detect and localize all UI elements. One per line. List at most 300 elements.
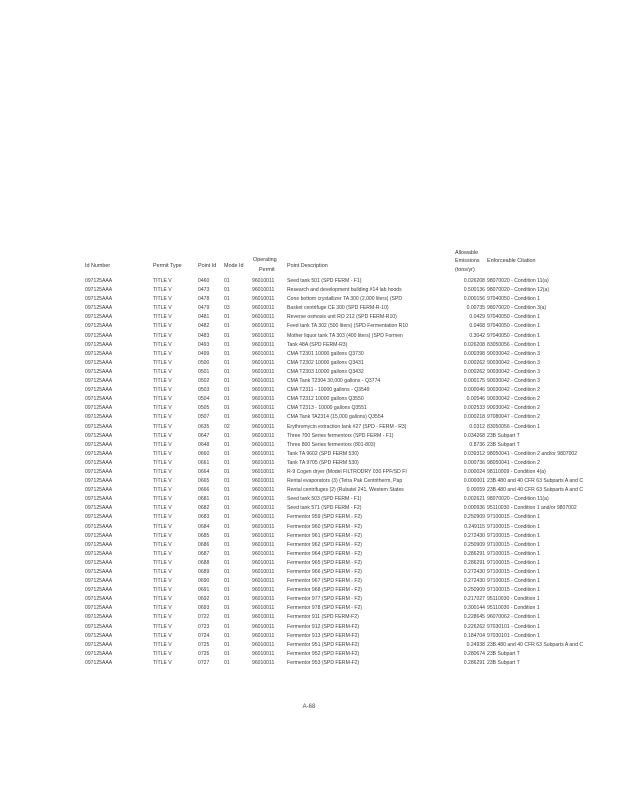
cell-point-description: Erythromycin extraction tank #27 (SPD - FERM - R3)	[287, 423, 407, 430]
cell-mode-id: 01	[224, 323, 230, 330]
cell-mode-id: 01	[224, 359, 230, 366]
table-row	[85, 441, 618, 450]
cell-allowable-emissions: 0.286291	[463, 659, 485, 666]
table-row	[85, 495, 618, 504]
cell-point-id: 0727	[198, 659, 210, 666]
cell-id-number: 097125AAA	[85, 505, 113, 512]
table-row	[85, 359, 618, 368]
cell-operating-permit: 96010011	[252, 559, 275, 566]
cell-point-id: 0665	[198, 478, 210, 485]
cell-permit-type: TITLE V	[153, 587, 172, 594]
cell-point-description: Fermentor 953 (SPD FERM-F2)	[287, 659, 360, 666]
cell-enforceable-citation: 97040050 - Condition 1	[487, 332, 540, 339]
cell-point-description: Rental centrifuges (2) (Rubatel 241, Western States	[287, 487, 404, 494]
cell-operating-permit: 96010011	[252, 405, 275, 412]
cell-point-id: 0722	[198, 614, 210, 621]
cell-operating-permit: 96010011	[252, 523, 275, 530]
cell-mode-id: 01	[224, 487, 230, 494]
cell-point-description: Seed tank 571 (SPD FERM - F2)	[287, 505, 362, 512]
cell-point-description: CMA T2312 10000 gallons Q3550	[287, 396, 364, 403]
table-row	[85, 604, 618, 613]
cell-enforceable-citation: 98050041 - Condition 2	[487, 459, 540, 466]
cell-point-id: 0507	[198, 414, 210, 421]
cell-mode-id: 01	[224, 650, 230, 657]
cell-mode-id: 01	[224, 596, 230, 603]
cell-enforceable-citation: 97100015 - Condition 1	[487, 541, 540, 548]
cell-point-description: Seed tank 503 (SPD FERM - F1)	[287, 496, 362, 503]
cell-mode-id: 01	[224, 459, 230, 466]
cell-operating-permit: 96010011	[252, 368, 275, 375]
cell-enforceable-citation: 98070020 - Condition 3(a)	[487, 305, 547, 312]
cell-operating-permit: 96010011	[252, 278, 275, 284]
cell-operating-permit: 96010011	[252, 514, 275, 521]
cell-mode-id: 02	[224, 423, 230, 430]
cell-enforceable-citation: 83050056 - Condition 1	[487, 423, 540, 430]
cell-operating-permit: 96010011	[252, 432, 275, 439]
cell-point-description: Fermentor 951 (SPD FERM-F2)	[287, 641, 360, 648]
cell-point-description: Feed tank TA 302 (500 liters) (SPD Fermentation R10	[287, 323, 408, 330]
cell-point-id: 0503	[198, 387, 210, 394]
cell-operating-permit: 96010011	[252, 296, 275, 303]
cell-point-description: Basket centrifuge CE 300 (SPD FERM-R-10)	[287, 305, 389, 312]
cell-point-id: 0481	[198, 314, 210, 321]
cell-point-description: Fermentor 960 (SPD FERM - F2)	[287, 523, 363, 530]
cell-allowable-emissions: 0.3042	[469, 332, 485, 339]
cell-point-id: 0686	[198, 541, 210, 548]
cell-point-id: 0502	[198, 378, 210, 385]
cell-operating-permit: 96010011	[252, 287, 275, 294]
cell-operating-permit: 96010011	[252, 578, 275, 585]
cell-mode-id: 01	[224, 605, 230, 612]
cell-point-description: CMA T2301 10000 gallons Q3730	[287, 350, 364, 357]
table-row	[85, 468, 618, 477]
cell-permit-type: TITLE V	[153, 323, 172, 330]
cell-permit-type: TITLE V	[153, 296, 172, 303]
cell-point-id: 0460	[198, 278, 210, 284]
table-row	[85, 341, 618, 350]
header-enforceable-citation: Enforceable Citation	[487, 258, 536, 264]
cell-point-id: 0681	[198, 496, 210, 503]
cell-point-id: 0660	[198, 450, 210, 457]
cell-permit-type: TITLE V	[153, 359, 172, 366]
cell-allowable-emissions: 0.286291	[463, 550, 485, 557]
table-row	[85, 559, 618, 568]
cell-enforceable-citation: 23B Subpart T	[487, 650, 520, 657]
emissions-table	[85, 245, 618, 668]
cell-enforceable-citation: 90030042 - Condition 3	[487, 378, 540, 385]
cell-mode-id: 01	[224, 341, 230, 348]
cell-allowable-emissions: 0.8736	[469, 441, 485, 448]
cell-enforceable-citation: 98110009 - Condition 4(a)	[487, 468, 546, 475]
cell-enforceable-citation: 98070020 - Condition 11(a)	[487, 278, 549, 284]
table-row	[85, 386, 618, 395]
cell-operating-permit: 96010011	[252, 468, 275, 475]
table-row	[85, 650, 618, 659]
cell-permit-type: TITLE V	[153, 487, 172, 494]
cell-id-number: 097125AAA	[85, 450, 113, 457]
cell-permit-type: TITLE V	[153, 505, 172, 512]
table-row	[85, 595, 618, 604]
cell-id-number: 097125AAA	[85, 278, 113, 284]
cell-operating-permit: 96010011	[252, 341, 275, 348]
cell-permit-type: TITLE V	[153, 659, 172, 666]
cell-permit-type: TITLE V	[153, 423, 172, 430]
cell-mode-id: 01	[224, 559, 230, 566]
cell-mode-id: 01	[224, 532, 230, 539]
cell-mode-id: 01	[224, 405, 230, 412]
cell-allowable-emissions: 0.000001	[463, 478, 485, 485]
table-row	[85, 541, 618, 550]
cell-id-number: 097125AAA	[85, 478, 113, 485]
cell-permit-type: TITLE V	[153, 478, 172, 485]
cell-permit-type: TITLE V	[153, 559, 172, 566]
cell-enforceable-citation: 90030042 - Condition 2	[487, 405, 540, 412]
cell-enforceable-citation: 97100015 - Condition 1	[487, 532, 540, 539]
cell-id-number: 097125AAA	[85, 296, 113, 303]
cell-mode-id: 01	[224, 278, 230, 284]
cell-operating-permit: 96010011	[252, 459, 275, 466]
table-row	[85, 486, 618, 495]
cell-enforceable-citation: 95110030 - Condition 1 and/or 9807002	[487, 505, 577, 512]
header-allowable: Allowable	[455, 250, 479, 256]
cell-enforceable-citation: 96070062 - Condition 1	[487, 614, 540, 621]
cell-id-number: 097125AAA	[85, 432, 113, 439]
cell-operating-permit: 96010011	[252, 396, 275, 403]
cell-mode-id: 01	[224, 632, 230, 639]
cell-operating-permit: 96010011	[252, 532, 275, 539]
cell-allowable-emissions: 0.000218	[463, 414, 485, 421]
cell-point-id: 0691	[198, 587, 210, 594]
cell-enforceable-citation: 97040050 - Condition 1	[487, 296, 540, 303]
cell-enforceable-citation: 23B Subpart T	[487, 432, 520, 439]
cell-point-description: Fermentor 964 (SPD FERM - F2)	[287, 550, 363, 557]
table-row	[85, 286, 618, 295]
cell-point-description: CMA T2313 - 10000 gallons Q3551	[287, 405, 367, 412]
cell-allowable-emissions: 0.000175	[463, 378, 485, 385]
cell-permit-type: TITLE V	[153, 305, 172, 312]
cell-operating-permit: 96010011	[252, 541, 275, 548]
cell-point-id: 0725	[198, 641, 210, 648]
cell-mode-id: 01	[224, 614, 230, 621]
cell-allowable-emissions: 0.039312	[463, 450, 485, 457]
header-id-number: Id Number	[85, 263, 111, 269]
cell-point-id: 0687	[198, 550, 210, 557]
cell-allowable-emissions: 0.000736	[463, 459, 485, 466]
table-row	[85, 523, 618, 532]
cell-permit-type: TITLE V	[153, 523, 172, 530]
cell-operating-permit: 96010011	[252, 332, 275, 339]
cell-operating-permit: 96010011	[252, 478, 275, 485]
cell-permit-type: TITLE V	[153, 496, 172, 503]
cell-operating-permit: 96010011	[252, 496, 275, 503]
cell-point-description: Fermentor 913 (SPD FERM-F2)	[287, 632, 360, 639]
cell-operating-permit: 96010011	[252, 587, 275, 594]
table-row	[85, 550, 618, 559]
cell-point-description: Fermentor 962 (SPD FERM - F2)	[287, 541, 363, 548]
cell-point-description: R-9 Cogen dryer (Model FILTRODRY 030 FPF/SD FI	[287, 468, 407, 475]
cell-point-id: 0483	[198, 332, 210, 339]
cell-point-id: 0664	[198, 468, 210, 475]
cell-enforceable-citation: 97100015 - Condition 1	[487, 559, 540, 566]
cell-point-id: 0666	[198, 487, 210, 494]
cell-id-number: 097125AAA	[85, 459, 113, 466]
cell-id-number: 097125AAA	[85, 605, 113, 612]
cell-id-number: 097125AAA	[85, 423, 113, 430]
cell-mode-id: 01	[224, 296, 230, 303]
cell-operating-permit: 96010011	[252, 650, 275, 657]
cell-enforceable-citation: 97100015 - Condition 1	[487, 587, 540, 594]
cell-enforceable-citation: 90030042 - Condition 2	[487, 387, 540, 394]
cell-mode-id: 01	[224, 550, 230, 557]
table-row	[85, 577, 618, 586]
table-row	[85, 513, 618, 522]
cell-allowable-emissions: 0.250909	[463, 514, 485, 521]
cell-enforceable-citation: 98070020 - Condition 12(a)	[487, 287, 550, 294]
cell-enforceable-citation: 97100015 - Condition 1	[487, 523, 540, 530]
cell-point-id: 0688	[198, 559, 210, 566]
cell-operating-permit: 96010011	[252, 596, 275, 603]
cell-allowable-emissions: 0.272430	[463, 578, 485, 585]
cell-point-id: 0635	[198, 423, 210, 430]
table-row	[85, 332, 618, 341]
cell-point-description: Fermentor 952 (SPD FERM-F2)	[287, 650, 360, 657]
cell-allowable-emissions: 0.000046	[463, 387, 485, 394]
cell-enforceable-citation: 23B Subpart T	[487, 441, 520, 448]
table-row	[85, 413, 618, 422]
table-row	[85, 477, 618, 486]
cell-point-description: Cone bottom crystallizer TA 300 (2,000 liters) (SPD	[287, 296, 403, 303]
cell-point-id: 0690	[198, 578, 210, 585]
cell-point-id: 0684	[198, 523, 210, 530]
cell-allowable-emissions: 0.184704	[463, 632, 485, 639]
cell-mode-id: 01	[224, 332, 230, 339]
cell-permit-type: TITLE V	[153, 432, 172, 439]
cell-permit-type: TITLE V	[153, 368, 172, 375]
cell-point-description: Fermentor 965 (SPD FERM - F2)	[287, 559, 363, 566]
cell-permit-type: TITLE V	[153, 350, 172, 357]
table-row	[85, 632, 618, 641]
cell-enforceable-citation: 23B.480 and 40 CFR 63 Subparts A and C	[487, 641, 583, 648]
cell-allowable-emissions: 0.000262	[463, 368, 485, 375]
cell-id-number: 097125AAA	[85, 468, 113, 475]
cell-point-id: 0693	[198, 605, 210, 612]
cell-operating-permit: 96010011	[252, 487, 275, 494]
cell-permit-type: TITLE V	[153, 387, 172, 394]
page-number: A-68	[302, 704, 316, 710]
header-point-id: Point Id	[198, 263, 217, 269]
cell-enforceable-citation: 97030101 - Condition 1	[487, 623, 540, 630]
cell-id-number: 097125AAA	[85, 350, 113, 357]
cell-mode-id: 01	[224, 368, 230, 375]
cell-mode-id: 01	[224, 387, 230, 394]
cell-mode-id: 01	[224, 578, 230, 585]
cell-allowable-emissions: 0.002533	[463, 405, 485, 412]
cell-point-id: 0724	[198, 632, 210, 639]
cell-operating-permit: 96010011	[252, 359, 275, 366]
cell-mode-id: 01	[224, 314, 230, 321]
cell-operating-permit: 96010011	[252, 414, 275, 421]
cell-id-number: 097125AAA	[85, 659, 113, 666]
cell-enforceable-citation: 90030042 - Condition 3	[487, 359, 540, 366]
cell-operating-permit: 96010011	[252, 450, 275, 457]
cell-point-id: 0501	[198, 368, 210, 375]
cell-allowable-emissions: 0.00735	[466, 305, 485, 312]
cell-permit-type: TITLE V	[153, 650, 172, 657]
table-row	[85, 459, 618, 468]
cell-mode-id: 01	[224, 659, 230, 666]
cell-id-number: 097125AAA	[85, 396, 113, 403]
cell-point-description: Reverse osmosis unit RO 212 (SPD FERM-R10)	[287, 314, 397, 321]
cell-permit-type: TITLE V	[153, 278, 172, 284]
table-row	[85, 404, 618, 413]
cell-allowable-emissions: 0.280674	[463, 650, 485, 657]
table-row	[85, 504, 618, 513]
cell-point-id: 0500	[198, 359, 210, 366]
table-header	[85, 245, 618, 277]
cell-id-number: 097125AAA	[85, 441, 113, 448]
cell-point-description: Fermentor 978 (SPD FERM - F2)	[287, 605, 363, 612]
cell-allowable-emissions: 0.000156	[463, 296, 485, 303]
cell-mode-id: 01	[224, 623, 230, 630]
cell-point-id: 0482	[198, 323, 210, 330]
cell-point-description: CMA T2303 10000 gallons Q3432	[287, 368, 364, 375]
cell-enforceable-citation: 90030042 - Condition 2	[487, 396, 540, 403]
cell-point-description: CMA T2311 - 10000 gallons - Q3549	[287, 387, 370, 394]
cell-allowable-emissions: 0.24938	[466, 641, 485, 648]
cell-permit-type: TITLE V	[153, 569, 172, 575]
cell-point-description: CMA Tank T2304 30,000 gallons - Q3774	[287, 378, 381, 385]
cell-id-number: 097125AAA	[85, 387, 113, 394]
cell-point-id: 0499	[198, 350, 210, 357]
cell-permit-type: TITLE V	[153, 623, 172, 630]
cell-allowable-emissions: 0.272430	[463, 569, 485, 575]
cell-permit-type: TITLE V	[153, 596, 172, 603]
cell-id-number: 097125AAA	[85, 587, 113, 594]
cell-id-number: 097125AAA	[85, 596, 113, 603]
cell-permit-type: TITLE V	[153, 441, 172, 448]
cell-enforceable-citation: 97030101 - Condition 1	[487, 632, 540, 639]
cell-point-id: 0479	[198, 305, 210, 312]
cell-operating-permit: 96010011	[252, 423, 275, 430]
cell-id-number: 097125AAA	[85, 305, 113, 312]
cell-mode-id: 01	[224, 569, 230, 575]
cell-point-id: 0504	[198, 396, 210, 403]
cell-id-number: 097125AAA	[85, 578, 113, 585]
cell-mode-id: 01	[224, 378, 230, 385]
table-row	[85, 568, 618, 577]
cell-operating-permit: 96010011	[252, 614, 275, 621]
cell-allowable-emissions: 0.000398	[463, 350, 485, 357]
cell-allowable-emissions: 0.249115	[464, 523, 485, 530]
cell-permit-type: TITLE V	[153, 468, 172, 475]
cell-enforceable-citation: 95110030 - Condition 1	[487, 596, 540, 603]
cell-point-id: 0478	[198, 296, 210, 303]
cell-mode-id: 01	[224, 587, 230, 594]
header-permit: Permit	[259, 267, 275, 273]
cell-permit-type: TITLE V	[153, 550, 172, 557]
cell-point-description: Fermentor 968 (SPD FERM - F2)	[287, 587, 363, 594]
cell-id-number: 097125AAA	[85, 641, 113, 648]
table-row	[85, 322, 618, 331]
cell-point-description: Three 700 Series fermentors (SPD FERM - F1)	[287, 432, 394, 439]
cell-id-number: 097125AAA	[85, 405, 113, 412]
cell-enforceable-citation: 97100015 - Condition 1	[487, 569, 540, 575]
cell-allowable-emissions: 0.000262	[463, 359, 485, 366]
cell-allowable-emissions: 0.000936	[463, 505, 485, 512]
cell-allowable-emissions: 0.0429	[469, 314, 485, 321]
cell-id-number: 097125AAA	[85, 532, 113, 539]
cell-allowable-emissions: 0.500136	[463, 287, 485, 294]
cell-point-description: Fermentor 961 (SPD FERM - F2)	[287, 532, 363, 539]
cell-point-description: CMA Tank TA2314 (15,000 gallons) Q3554	[287, 414, 384, 421]
cell-permit-type: TITLE V	[153, 341, 172, 348]
cell-id-number: 097125AAA	[85, 287, 113, 294]
cell-operating-permit: 96010011	[252, 623, 275, 630]
cell-permit-type: TITLE V	[153, 532, 172, 539]
cell-mode-id: 01	[224, 641, 230, 648]
cell-point-id: 0685	[198, 532, 210, 539]
cell-id-number: 097125AAA	[85, 650, 113, 657]
cell-allowable-emissions: 0.000024	[463, 468, 485, 475]
cell-mode-id: 01	[224, 287, 230, 294]
table-row	[85, 423, 618, 432]
cell-enforceable-citation: 90030042 - Condition 3	[487, 350, 540, 357]
cell-point-description: Research and development building #14 lab hoods	[287, 287, 402, 294]
cell-point-description: Fermentor 912 (SPD FERM-F2)	[287, 623, 360, 630]
cell-operating-permit: 96010011	[252, 632, 275, 639]
cell-operating-permit: 96010011	[252, 550, 275, 557]
cell-allowable-emissions: 0.300144	[463, 605, 485, 612]
table-row	[85, 304, 618, 313]
cell-allowable-emissions: 0.250909	[463, 541, 485, 548]
cell-enforceable-citation: 98050041 - Condition 2 and/or 9807002	[487, 450, 578, 457]
cell-id-number: 097125AAA	[85, 632, 113, 639]
table-row	[85, 295, 618, 304]
cell-allowable-emissions: 0.286291	[463, 559, 485, 566]
cell-enforceable-citation: 97080047 - Condition 2	[487, 414, 540, 421]
header-mode-id: Mode Id	[224, 263, 244, 269]
table-row	[85, 586, 618, 595]
cell-mode-id: 01	[224, 496, 230, 503]
table-body	[85, 277, 618, 668]
cell-operating-permit: 96010011	[252, 323, 275, 330]
cell-id-number: 097125AAA	[85, 314, 113, 321]
cell-permit-type: TITLE V	[153, 405, 172, 412]
cell-allowable-emissions: 0.0312	[469, 423, 485, 430]
cell-point-id: 0689	[198, 569, 210, 575]
cell-permit-type: TITLE V	[153, 378, 172, 385]
cell-operating-permit: 96010011	[252, 305, 275, 312]
cell-point-description: Seed tank 501 (SPD FERM - F1)	[287, 278, 362, 284]
cell-enforceable-citation: 95110030 - Condition 1	[487, 605, 540, 612]
cell-operating-permit: 96010011	[252, 350, 275, 357]
cell-operating-permit: 96010011	[252, 659, 275, 666]
cell-operating-permit: 96010011	[252, 378, 275, 385]
header-operating: Operating	[253, 257, 277, 263]
table-row	[85, 450, 618, 459]
cell-operating-permit: 96010011	[252, 569, 275, 575]
header-point-description: Point Description	[287, 263, 328, 269]
cell-permit-type: TITLE V	[153, 314, 172, 321]
cell-operating-permit: 96010011	[252, 441, 275, 448]
cell-allowable-emissions: 0.0468	[469, 323, 485, 330]
cell-point-description: Fermentor 911 (SPD FERM-F2)	[287, 614, 359, 621]
table-row	[85, 377, 618, 386]
cell-id-number: 097125AAA	[85, 332, 113, 339]
table-row	[85, 432, 618, 441]
cell-enforceable-citation: 97100015 - Condition 1	[487, 578, 540, 585]
cell-operating-permit: 96010011	[252, 387, 275, 394]
